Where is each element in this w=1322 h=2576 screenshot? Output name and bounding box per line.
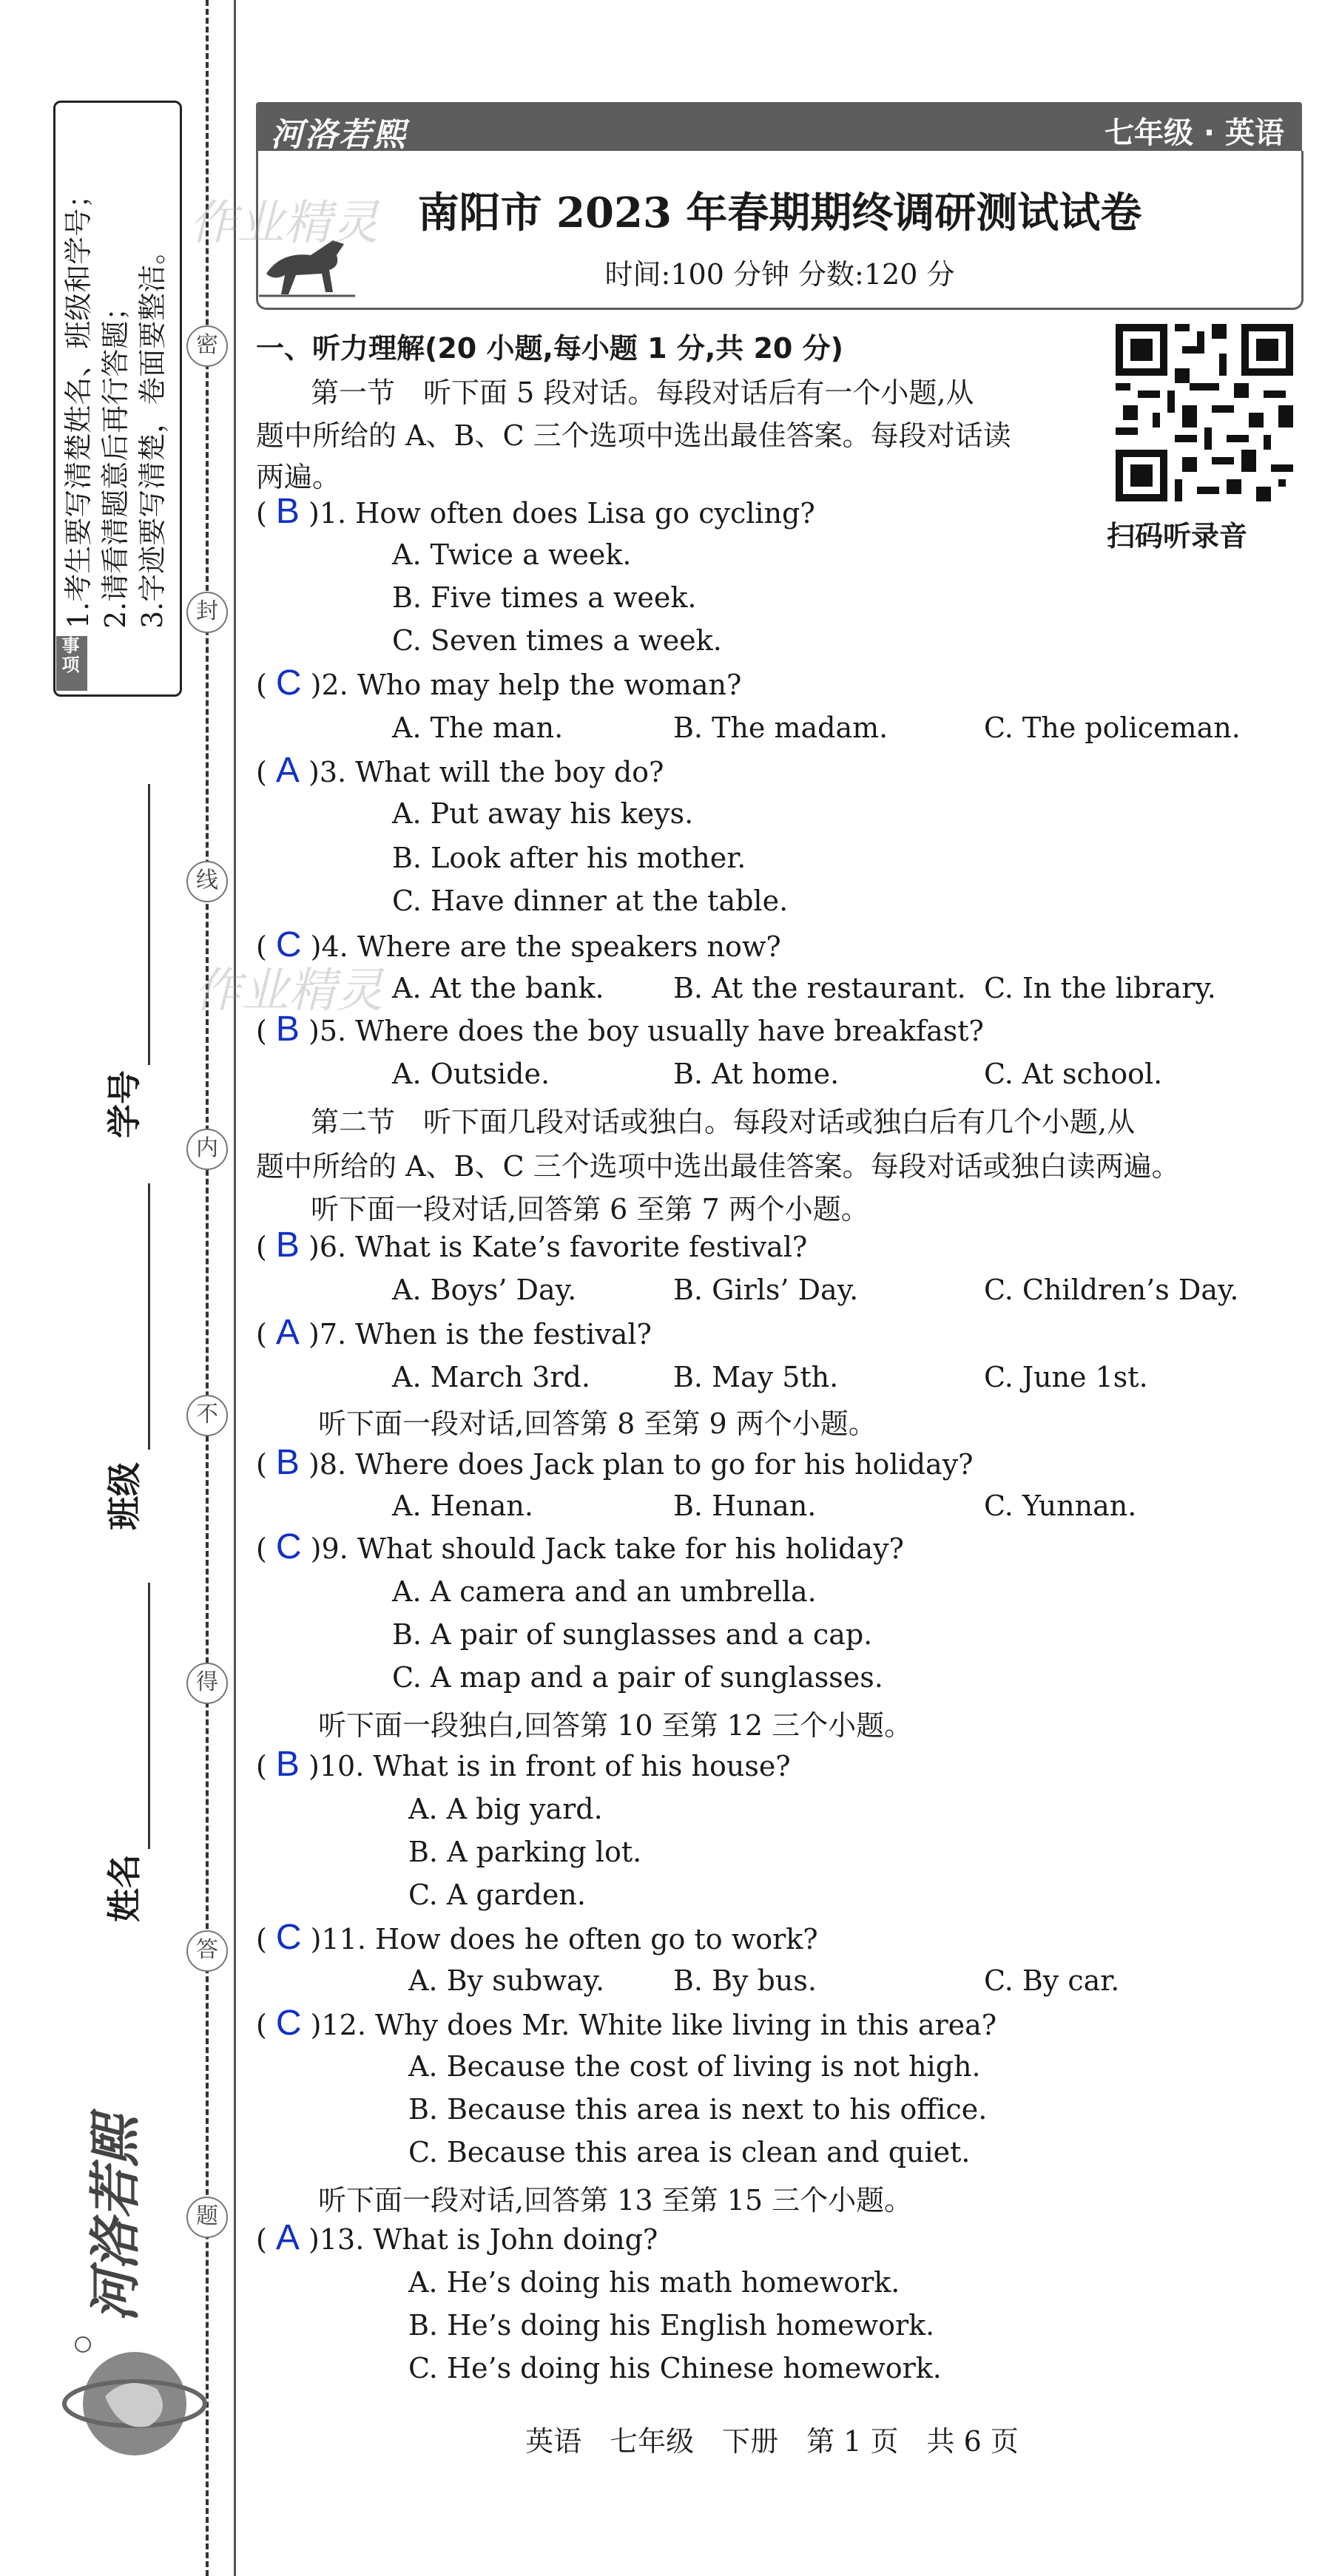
q6-option-b: B. Girls’ Day. <box>673 1274 859 1306</box>
sub-intro-8-9: 听下面一段对话,回答第 8 至第 9 两个小题。 <box>318 1407 877 1440</box>
q11-option-b: B. By bus. <box>673 1964 817 1997</box>
exam-title: 南阳市 2023 年春期期终调研测试试卷 <box>417 189 1142 237</box>
q7-option-b: B. May 5th. <box>673 1361 839 1393</box>
question-12: ( C )12. Why does Mr. White like living in this area? <box>256 2004 997 2043</box>
qr-code-icon[interactable] <box>1116 324 1293 501</box>
question-4: ( C )4. Where are the speakers now? <box>256 925 781 964</box>
q3-option-b: B. Look after his mother. <box>392 842 746 874</box>
q11-option-c: C. By car. <box>984 1964 1120 1997</box>
q7-option-c: C. June 1st. <box>984 1361 1148 1393</box>
q2-option-b: B. The madam. <box>673 711 888 744</box>
seal-char-bu: 不 <box>186 1395 228 1436</box>
q13-option-a: A. He’s doing his math homework. <box>408 2266 900 2299</box>
question-10: ( B )10. What is in front of his house? <box>256 1745 791 1784</box>
margin-solid-line <box>234 0 236 2576</box>
q13-option-b: B. He’s doing his English homework. <box>408 2309 935 2342</box>
question-2: ( C )2. Who may help the woman? <box>256 663 742 703</box>
q12-option-b: B. Because this area is next to his office. <box>408 2093 988 2126</box>
q4-option-b: B. At the restaurant. <box>673 972 966 1004</box>
q3-option-a: A. Put away his keys. <box>392 797 694 830</box>
question-13: ( A )13. What is John doing? <box>256 2218 658 2257</box>
q13-option-c: C. He’s doing his Chinese homework. <box>408 2352 942 2384</box>
page-footer: 英语 七年级 下册 第 1 页 共 6 页 <box>525 2425 1019 2458</box>
q5-option-a: A. Outside. <box>392 1058 550 1090</box>
name-line[interactable] <box>148 1583 150 1849</box>
part2-intro-line-2: 题中所给的 A、B、C 三个选项中选出最佳答案。每段对话或独白读两遍。 <box>256 1150 1180 1183</box>
q12-option-c: C. Because this area is clean and quiet. <box>408 2136 971 2168</box>
class-label: 班级 <box>104 1462 144 1530</box>
question-6: ( B )6. What is Kate’s favorite festival? <box>256 1226 808 1265</box>
question-11: ( C )11. How does he often go to work? <box>256 1918 818 1957</box>
answer-7[interactable]: A <box>275 1313 300 1352</box>
q8-option-c: C. Yunnan. <box>984 1490 1137 1522</box>
seal-char-xian: 线 <box>186 861 228 902</box>
notice-heading: 注意事项 <box>56 636 87 691</box>
q9-option-b: B. A pair of sunglasses and a cap. <box>392 1618 873 1651</box>
answer-5[interactable]: B <box>275 1010 300 1049</box>
q2-option-c: C. The policeman. <box>984 711 1241 744</box>
sub-intro-13-15: 听下面一段对话,回答第 13 至第 15 三个小题。 <box>318 2184 913 2217</box>
q12-option-a: A. Because the cost of living is not high. <box>408 2050 981 2083</box>
fold-dashed-line <box>206 0 209 2576</box>
answer-9[interactable]: C <box>275 1527 302 1566</box>
seal-char-ti: 题 <box>186 2197 228 2238</box>
answer-6[interactable]: B <box>275 1226 300 1265</box>
answer-2[interactable]: C <box>275 663 302 703</box>
watermark-middle: 作业精灵 <box>194 964 383 1018</box>
q3-option-c: C. Have dinner at the table. <box>392 885 789 917</box>
q5-option-c: C. At school. <box>984 1058 1163 1090</box>
seal-char-de: 得 <box>186 1663 228 1704</box>
answer-13[interactable]: A <box>275 2218 300 2257</box>
part2-intro-line-1: 第二节 听下面几段对话或独白。每段对话或独白后有几个小题,从 <box>311 1106 1136 1138</box>
q2-option-a: A. The man. <box>392 711 564 744</box>
part1-intro-line-2: 题中所给的 A、B、C 三个选项中选出最佳答案。每段对话读 <box>256 419 1011 452</box>
q9-option-c: C. A map and a pair of sunglasses. <box>392 1661 883 1694</box>
q9-option-a: A. A camera and an umbrella. <box>392 1575 817 1608</box>
q7-option-a: A. March 3rd. <box>392 1361 590 1393</box>
part1-intro-line-1: 第一节 听下面 5 段对话。每段对话后有一个小题,从 <box>311 376 974 409</box>
q1-option-a: A. Twice a week. <box>392 538 632 571</box>
answer-1[interactable]: B <box>275 492 300 531</box>
question-8: ( B )8. Where does Jack plan to go for his holiday? <box>256 1443 974 1482</box>
answer-8[interactable]: B <box>275 1443 300 1482</box>
question-5: ( B )5. Where does the boy usually have breakfast? <box>256 1010 984 1049</box>
answer-10[interactable]: B <box>275 1745 300 1784</box>
answer-3[interactable]: A <box>275 751 300 790</box>
notice-item-1: 1.考生要写清楚姓名、班级和学号； <box>62 180 95 629</box>
brand-logo-text: 河洛若熙 <box>85 2115 146 2322</box>
notice-item-3: 3.字迹要写清楚，卷面要整洁。 <box>136 236 169 629</box>
section-heading: 一、听力理解(20 小题,每小题 1 分,共 20 分) <box>256 332 843 365</box>
seal-char-mi: 密 <box>186 325 228 367</box>
question-1: ( B )1. How often does Lisa go cycling? <box>256 492 815 531</box>
watermark-top: 作业精灵 <box>189 196 379 251</box>
seal-char-feng: 封 <box>186 592 228 633</box>
brand-logo-vertical <box>30 2056 178 2337</box>
header-bar <box>256 102 1302 154</box>
header-box <box>256 151 1304 310</box>
class-line[interactable] <box>148 1183 150 1450</box>
answer-12[interactable]: C <box>275 2004 302 2043</box>
q6-option-c: C. Children’s Day. <box>984 1274 1239 1306</box>
sub-intro-6-7: 听下面一段对话,回答第 6 至第 7 两个小题。 <box>311 1193 869 1226</box>
q10-option-b: B. A parking lot. <box>408 1836 642 1868</box>
qr-label: 扫码听录音 <box>1107 520 1248 552</box>
sub-intro-10-12: 听下面一段独白,回答第 10 至第 12 三个小题。 <box>318 1709 913 1742</box>
q5-option-b: B. At home. <box>673 1058 840 1090</box>
q4-option-a: A. At the bank. <box>392 972 604 1004</box>
header-grade: 七年级 · 英语 <box>1104 116 1284 150</box>
answer-11[interactable]: C <box>275 1918 302 1957</box>
q8-option-a: A. Henan. <box>392 1490 533 1522</box>
student-id-label: 学号 <box>104 1070 144 1138</box>
exam-info: 时间:100 分钟 分数:120 分 <box>604 258 955 291</box>
question-9: ( C )9. What should Jack take for his holiday? <box>256 1527 904 1566</box>
q10-option-c: C. A garden. <box>408 1879 586 1911</box>
question-3: ( A )3. What will the boy do? <box>256 751 664 790</box>
name-label: 姓名 <box>104 1854 144 1922</box>
seal-char-nei: 内 <box>186 1129 228 1170</box>
q4-option-c: C. In the library. <box>984 972 1216 1004</box>
q6-option-a: A. Boys’ Day. <box>392 1274 577 1306</box>
answer-4[interactable]: C <box>275 925 302 964</box>
q1-option-c: C. Seven times a week. <box>392 624 722 657</box>
part1-intro-line-3: 两遍。 <box>256 461 341 493</box>
header-brand: 河洛若熙 <box>271 116 407 154</box>
q11-option-a: A. By subway. <box>408 1964 605 1997</box>
q1-option-b: B. Five times a week. <box>392 581 697 614</box>
q10-option-a: A. A big yard. <box>408 1793 603 1825</box>
question-7: ( A )7. When is the festival? <box>256 1313 652 1352</box>
notice-item-2: 2.请看清题意后再行答题； <box>99 292 132 629</box>
student-id-line[interactable] <box>148 784 150 1065</box>
seal-char-da: 答 <box>186 1930 228 1972</box>
q8-option-b: B. Hunan. <box>673 1490 817 1522</box>
